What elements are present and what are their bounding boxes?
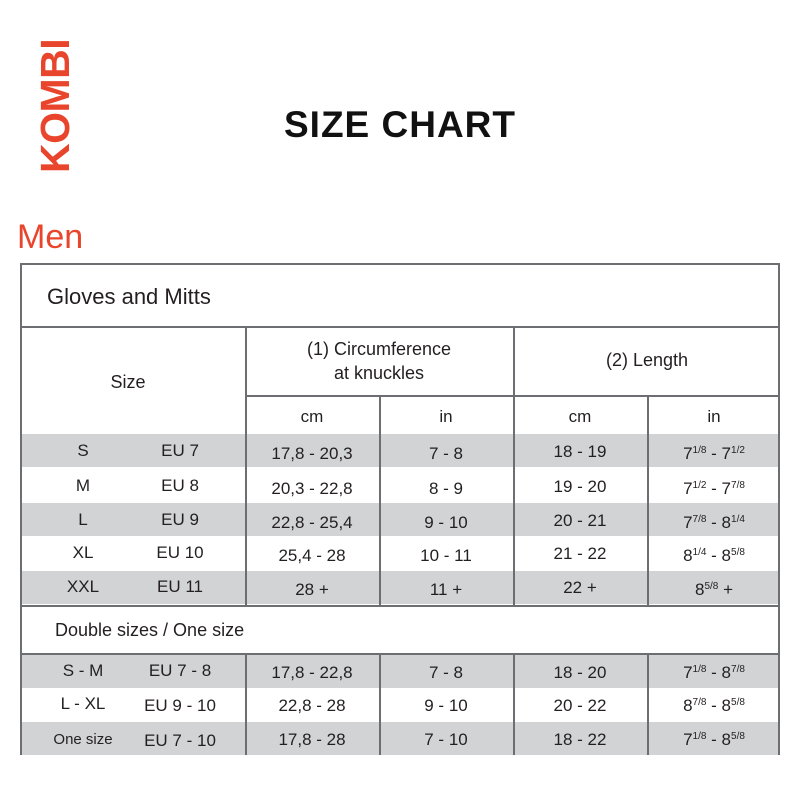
group-label-double-sizes: Double sizes / One size: [55, 620, 245, 640]
group-label-gloves-mitts: Gloves and Mitts: [47, 284, 211, 309]
rule: [22, 653, 778, 655]
rule: [22, 605, 778, 607]
circumference-cm: 17,8 - 22,8: [271, 663, 353, 682]
circumference-in: 7 - 8: [428, 444, 464, 463]
circumference-in: 8 - 9: [428, 479, 464, 498]
eu-size: EU 11: [157, 577, 203, 596]
length-in: $7^{1/8} - 7^{1/2}$: [683, 444, 745, 463]
unit-in-circumference: in: [439, 407, 453, 426]
circumference-in: 9 - 10: [424, 513, 468, 532]
rule: [513, 327, 515, 605]
length-in: $7^{7/8} - 8^{1/4}$: [683, 513, 745, 532]
size-label: L - XL: [60, 694, 106, 713]
row-band: [22, 655, 778, 688]
size-label: XL: [72, 543, 94, 562]
circumference-cm: 22,8 - 25,4: [271, 513, 353, 532]
size-label: S: [77, 441, 89, 460]
length-cm: 21 - 22: [553, 544, 607, 563]
unit-cm-length: cm: [568, 407, 592, 426]
rule: [647, 396, 649, 605]
rule: [513, 654, 515, 755]
size-label: One size: [53, 731, 113, 748]
unit-cm-circumference: cm: [300, 407, 324, 426]
eu-size: EU 8: [161, 476, 199, 495]
row-band: [22, 722, 778, 755]
length-in: $7^{1/8} - 8^{5/8}$: [683, 730, 745, 749]
length-cm: 20 - 21: [553, 511, 607, 530]
row-band: [22, 571, 778, 604]
circumference-in: 10 - 11: [420, 546, 472, 565]
circumference-cm: 28 +: [295, 580, 329, 599]
unit-in-length: in: [707, 407, 721, 426]
circumference-in: 11 +: [429, 580, 463, 599]
eu-size: EU 7: [161, 441, 199, 460]
rule: [245, 395, 778, 397]
length-in: $7^{1/8} - 8^{7/8}$: [683, 663, 745, 682]
circumference-cm: 22,8 - 28: [278, 696, 346, 715]
circumference-header-sub: at knuckles: [333, 363, 425, 383]
rule: [22, 326, 778, 328]
length-header: (2) Length: [605, 350, 689, 370]
length-cm: 18 - 22: [553, 730, 607, 749]
size-label: XXL: [66, 577, 100, 596]
length-cm: 20 - 22: [553, 696, 607, 715]
length-cm: 18 - 20: [553, 663, 607, 682]
eu-size: EU 9: [161, 510, 199, 529]
row-band: [22, 434, 778, 467]
kombi-logo: KOMBI: [32, 38, 78, 173]
length-cm: 18 - 19: [553, 442, 607, 461]
eu-size: EU 7 - 10: [144, 731, 216, 750]
length-in: $8^{1/4} - 8^{5/8}$: [683, 546, 745, 565]
length-cm: 22 +: [563, 578, 597, 597]
rule: [245, 654, 247, 755]
eu-size: EU 9 - 10: [144, 696, 216, 715]
circumference-in: 7 - 10: [424, 730, 468, 749]
rule: [647, 654, 649, 755]
size-header: Size: [110, 372, 146, 392]
circumference-in: 7 - 8: [428, 663, 464, 682]
circumference-cm: 25,4 - 28: [278, 546, 346, 565]
eu-size: EU 7 - 8: [148, 661, 212, 680]
row-band: [22, 503, 778, 536]
rule: [245, 327, 247, 605]
length-in: $8^{7/8} - 8^{5/8}$: [683, 696, 745, 715]
circumference-cm: 17,8 - 20,3: [271, 444, 353, 463]
length-in: $8^{5/8}$ +: [694, 580, 734, 599]
rule: [379, 396, 381, 605]
page-title: SIZE CHART: [284, 104, 516, 145]
section-label: Men: [17, 218, 84, 256]
size-label: S - M: [62, 661, 104, 680]
size-label: L: [78, 510, 88, 529]
length-cm: 19 - 20: [553, 477, 607, 496]
circumference-cm: 17,8 - 28: [278, 730, 346, 749]
size-chart-table: [20, 263, 780, 755]
circumference-cm: 20,3 - 22,8: [271, 479, 353, 498]
length-in: $7^{1/2} - 7^{7/8}$: [683, 479, 745, 498]
size-label: M: [75, 476, 91, 495]
rule: [379, 654, 381, 755]
eu-size: EU 10: [156, 543, 204, 562]
circumference-header: (1) Circumference: [306, 339, 452, 359]
circumference-in: 9 - 10: [424, 696, 468, 715]
